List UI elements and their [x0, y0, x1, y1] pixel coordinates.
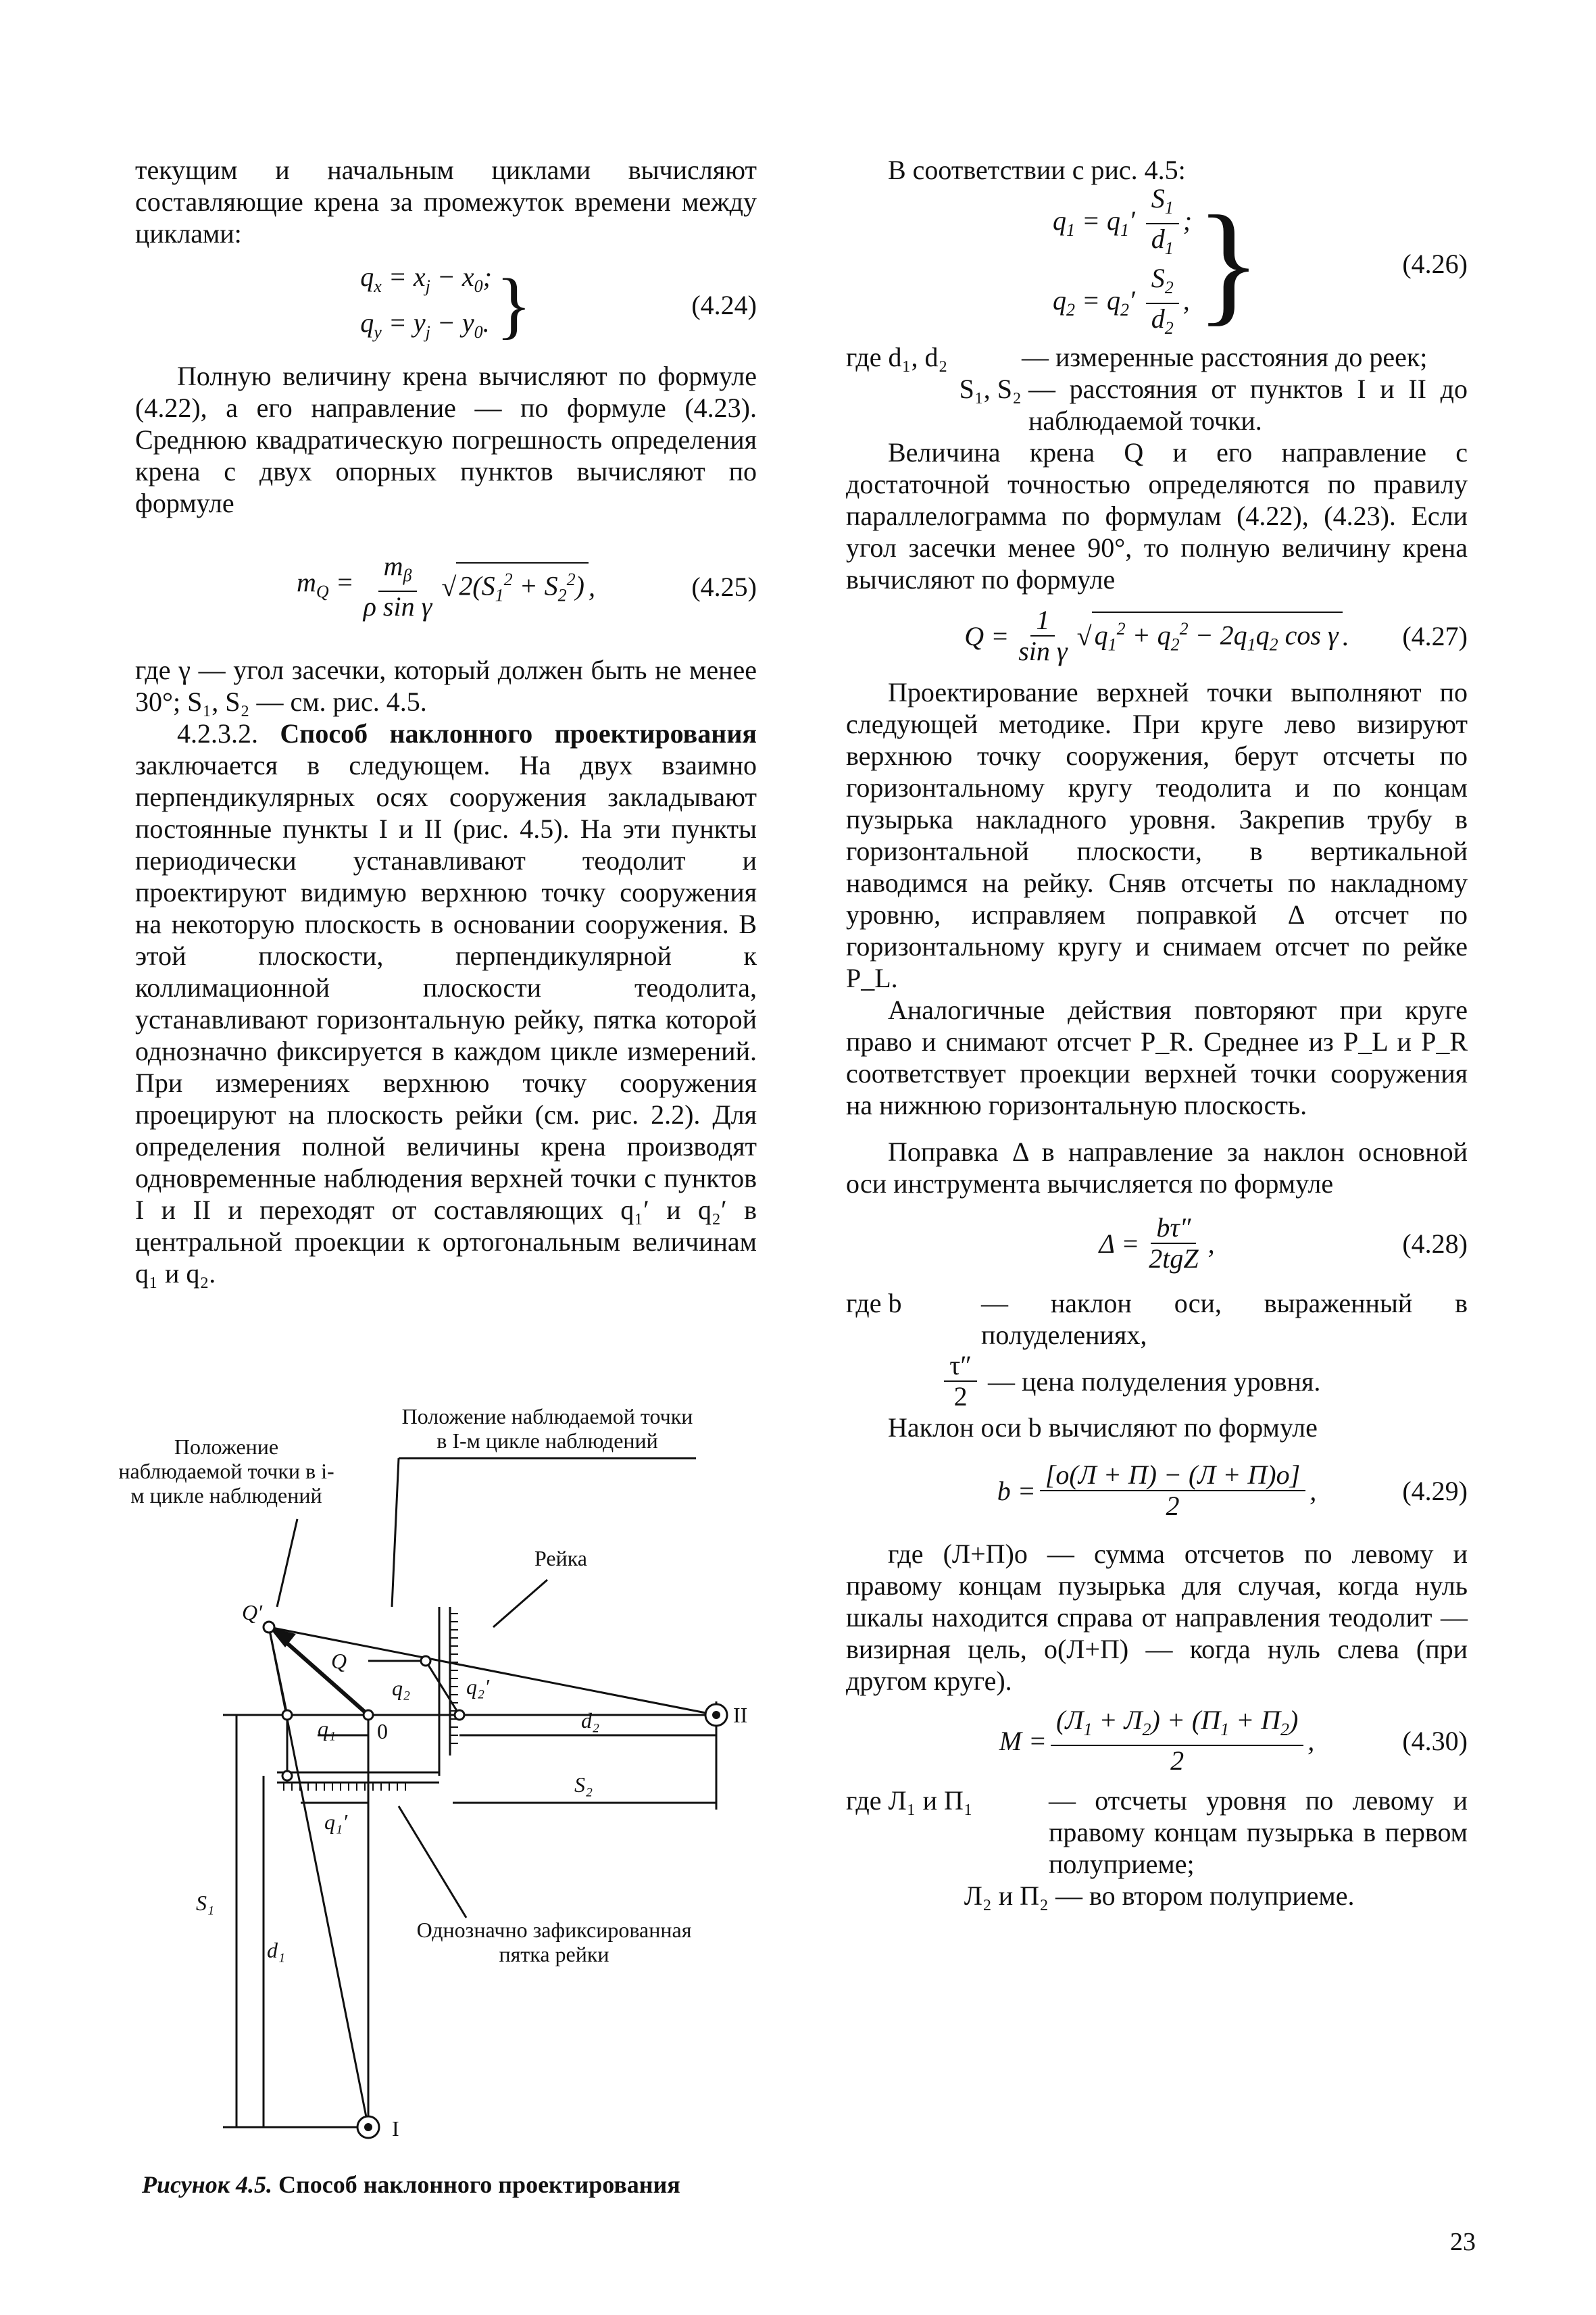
equation-number: (4.29): [1402, 1475, 1468, 1506]
equation-4-25: $m_Q$ = $\frac{m_\beta}{\text{ρ sin γ}}$ √ $2(S_1^2 + S_2^2)$ , (4.25): [297, 551, 757, 622]
paragraph: Поправка Δ в направление за наклон основной оси инструмента вычисляется по формуле: [846, 1137, 1468, 1199]
equation-number: (4.27): [1402, 620, 1468, 651]
equation-4-24: $q_x = x_j - x_0$; $q_y = y_j - y_0$. } (4.24): [360, 262, 757, 346]
definition-row: где d₁, d₂ — измеренные расстояния до реек;: [846, 342, 1428, 372]
figure-caption: [142, 2170, 680, 2199]
right-column: [846, 154, 1468, 1912]
figure-label: Положение наблюдаемой точки в i-м цикле наблюдений: [118, 1435, 334, 1508]
equation-4-26: $q_1 = q_1'$ $\frac{S_1}{d_1}$ ; $q_2 = q_2'$ $\frac{S_2}{d_2}$ , } (4.26): [1052, 183, 1468, 338]
point-label: d₂: [581, 1708, 600, 1733]
left-column: [135, 154, 757, 1289]
page-number: 23: [1450, 2228, 1476, 2256]
caption-prefix: Рисунок 4.5.: [142, 2171, 272, 2198]
paragraph-text: заключается в следующем. На двух взаимно перпендикулярных осях сооружения закладывают постоянные пункты I и II (рис. 4.5). На эти пункты периодически устанавливают теодолит и проектируют видимую верхнюю точку сооружения на некоторую плоскость в основании сооружения. В этой плоскости, перпендикулярной к коллимационной плоскости теодолита, устанавливают горизонтальную рейку, пятка которой однозначно фиксируется в каждом цикле измерений. При измерениях верхнюю точку сооружения проецируют на плоскость рейки (см. рис. 2.2). Для определения полной величины крена производят одновременные наблюдения верхней точки с пунктов I и II и переходят от составляющих q₁′ и q₂′ в центральной проекции к ортогональным величинам q₁ и q₂.: [135, 750, 757, 1289]
point-label: S₁: [196, 1891, 215, 1915]
paragraph: где γ — угол засечки, который должен быть не менее 30°; S₁, S₂ — см. рис. 4.5.: [135, 655, 757, 717]
paragraph: [135, 718, 757, 1289]
point-label: q₁′: [324, 1810, 348, 1834]
definition-row: Л₂ и П₂ — во втором полуприеме.: [964, 1881, 1355, 1911]
equation-4-30: M = $\frac{(Л_1 + Л_2) + (П_1 + П_2)}{2}$ , (4.30): [999, 1705, 1468, 1776]
definition-row: $\frac{\tau''}{2}$ — цена полуделения уровня.: [846, 1351, 1468, 1412]
point-label: II: [733, 1703, 748, 1727]
paragraph: текущим и начальным циклами вычисляют составляющие крена за промежуток времени между циклами:: [135, 155, 757, 249]
point-label: I: [392, 2116, 399, 2141]
point-label: q₁: [318, 1716, 336, 1741]
equation-number: (4.24): [691, 289, 757, 320]
paragraph: Проектирование верхней точки выполняют по следующей методике. При круге лево визируют верхнюю точку сооружения, берут отсчеты по горизонтальному кругу теодолита и по концам пузырька накладного уровня. Закрепив трубу в горизонтальной плоскости, в вертикальной наводимся на рейку. Сняв отсчеты по накладному уровню, исправляем поправкой Δ отсчет по горизонтальному кругу и снимаем отсчет по рейке P_L.: [846, 677, 1468, 993]
equation-number: (4.30): [1402, 1725, 1468, 1756]
paragraph: где (Л+П)о — сумма отсчетов по левому и правому концам пузырька для случая, когда нуль шкалы находится справа от направления теодолит — визирная цель, о(Л+П) — когда нуль слева (при другом круге).: [846, 1539, 1468, 1696]
definition-row: S₁, S₂ — расстояния от пунктов I и II до наблюдаемой точки.: [959, 374, 1468, 436]
section-number: 4.2.3.2.: [177, 718, 258, 749]
point-label: Q: [331, 1649, 347, 1673]
equation-number: (4.25): [691, 571, 757, 602]
equation-4-29: b = $\frac{[o(Л + П) - (Л + П)o]}{2}$ , (4.29): [997, 1460, 1468, 1521]
figure-drawing: [115, 1404, 764, 2161]
equation-number: (4.26): [1402, 248, 1468, 279]
paragraph: Полную величину крена вычисляют по формуле (4.22), а его направление — по формуле (4.23). Среднюю квадратическую погрешность определения крена с двух опорных пунктов вычисляют по формуле: [135, 361, 757, 518]
point-label: S₂: [574, 1772, 593, 1797]
paragraph: Аналогичные действия повторяют при круге право и снимают отсчет P_R. Среднее из P_L и P_R соответствует проекции верхней точки сооружения на нижнюю горизонтальную плоскость.: [846, 995, 1468, 1120]
figure-4-5: [115, 1404, 764, 2161]
point-label: d₁: [267, 1938, 286, 1962]
figure-label: Рейка: [534, 1546, 587, 1570]
equation-4-27: Q = $\frac{1}{\text{sin γ}}$ √ $q_1^2 + q_2^2 - 2q_1q_2$ cos γ . (4.27): [964, 605, 1468, 666]
definition-row: где b — наклон оси, выраженный в полуделениях,: [846, 1288, 1468, 1350]
equation-number: (4.28): [1402, 1228, 1468, 1259]
caption-text: Способ наклонного проектирования: [278, 2171, 680, 2198]
paragraph: Наклон оси b вычисляют по формуле: [888, 1412, 1318, 1443]
point-label: q₂′: [466, 1674, 490, 1699]
figure-label: Однозначно зафиксированная пятка рейки: [416, 1918, 692, 1966]
equation-4-28: Δ = $\frac{b\tau''}{\text{2tgZ}}$ , (4.28): [1099, 1212, 1468, 1274]
paragraph: Величина крена Q и его направление с достаточной точностью определяются по правилу параллелограмма по формулам (4.22), (4.23). Если угол засечки менее 90°, то полную величину крена вычисляют по формуле: [846, 437, 1468, 595]
definition-row: где Л₁ и П₁ — отсчеты уровня по левому и правому концам пузырька в первом полуприеме;: [846, 1785, 1468, 1879]
point-label: Q′: [242, 1600, 263, 1624]
point-label: q₂: [392, 1676, 411, 1700]
section-title: Способ наклонного проектирования: [280, 718, 757, 749]
paragraph: В соответствии с рис. 4.5:: [888, 155, 1186, 185]
figure-label: Положение наблюдаемой точки в I-м цикле наблюдений: [401, 1404, 693, 1453]
point-label: 0: [377, 1719, 388, 1743]
